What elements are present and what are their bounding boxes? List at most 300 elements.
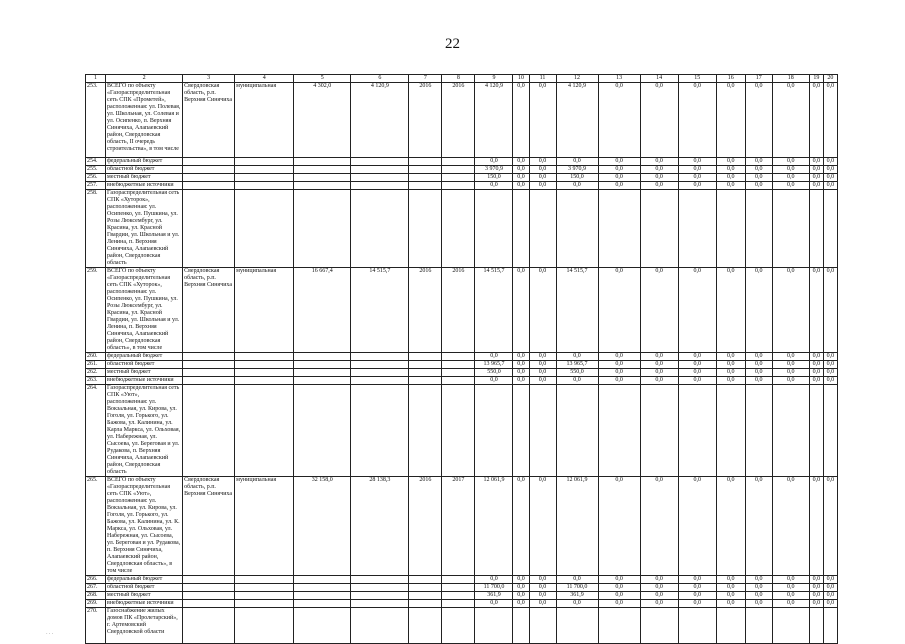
table-cell bbox=[442, 166, 475, 174]
table-cell: 0,0 bbox=[556, 182, 598, 190]
table-cell: муниципальная bbox=[235, 477, 294, 576]
header-cell: 8 bbox=[442, 75, 475, 83]
table-cell: 0,0 bbox=[640, 158, 678, 166]
table-cell bbox=[442, 592, 475, 600]
table-cell: 0,0 bbox=[772, 174, 809, 182]
header-cell: 11 bbox=[529, 75, 556, 83]
table-row bbox=[86, 190, 838, 268]
row-number-cell: 264. bbox=[86, 385, 106, 477]
table-cell: 0,0 bbox=[678, 158, 716, 166]
table-cell: 14 515,7 bbox=[556, 268, 598, 353]
table-cell: муниципальная bbox=[235, 268, 294, 353]
table-cell bbox=[442, 377, 475, 385]
table-cell bbox=[409, 584, 442, 592]
table-cell bbox=[442, 600, 475, 608]
table-cell: 0,0 bbox=[809, 361, 823, 369]
table-cell: 0,0 bbox=[772, 377, 809, 385]
table-cell: 0,0 bbox=[529, 361, 556, 369]
table-cell bbox=[235, 584, 294, 592]
table-cell bbox=[294, 190, 351, 268]
table-cell bbox=[409, 182, 442, 190]
header-cell: 18 bbox=[772, 75, 809, 83]
table-cell: 0,0 bbox=[640, 268, 678, 353]
table-cell bbox=[351, 361, 409, 369]
row-number-cell: 262. bbox=[86, 369, 106, 377]
header-row bbox=[86, 75, 838, 83]
table-cell: 0,0 bbox=[598, 576, 640, 584]
table-cell: 0,0 bbox=[823, 353, 837, 361]
table-cell bbox=[475, 385, 513, 477]
table-cell: 361,9 bbox=[556, 592, 598, 600]
table-cell bbox=[351, 182, 409, 190]
table-cell bbox=[409, 369, 442, 377]
table-cell: 0,0 bbox=[598, 600, 640, 608]
table-cell: 0,0 bbox=[823, 592, 837, 600]
table-cell: 0,0 bbox=[716, 353, 745, 361]
table-cell: Свердловская область, р.п. Верхняя Синячиха bbox=[183, 268, 235, 353]
table-cell: 0,0 bbox=[598, 592, 640, 600]
table-cell bbox=[442, 369, 475, 377]
row-number-cell: 269. bbox=[86, 600, 106, 608]
table-cell: 0,0 bbox=[556, 600, 598, 608]
table-cell: 0,0 bbox=[640, 477, 678, 576]
table-cell bbox=[294, 592, 351, 600]
table-cell: 0,0 bbox=[823, 166, 837, 174]
header-cell: 2 bbox=[106, 75, 183, 83]
table-cell: Свердловская область, р.п. Верхняя Синячиха bbox=[183, 477, 235, 576]
header-cell: 19 bbox=[809, 75, 823, 83]
table-cell: 0,0 bbox=[772, 477, 809, 576]
table-cell bbox=[235, 385, 294, 477]
table-cell: 0,0 bbox=[716, 377, 745, 385]
row-name-cell: местный бюджет bbox=[106, 369, 183, 377]
table-cell bbox=[442, 361, 475, 369]
table-cell bbox=[294, 377, 351, 385]
table-cell: 14 515,7 bbox=[351, 268, 409, 353]
table-cell: 0,0 bbox=[745, 158, 772, 166]
table-cell: 0,0 bbox=[772, 268, 809, 353]
table-cell: 0,0 bbox=[745, 361, 772, 369]
table-cell bbox=[183, 592, 235, 600]
table-cell: 0,0 bbox=[823, 369, 837, 377]
table-cell bbox=[745, 190, 772, 268]
table-cell: 0,0 bbox=[529, 83, 556, 158]
row-name-cell: ВСЕГО по объекту «Газораспределительная сеть СПК «Хуторок», расположенная: ул. Осипенко, ул. Пушкина, ул. Розы Люксембург, ул. Красина, ул. Красной Гвардии, ул. Школьная и ул. Ленина, п. Верхняя Синячиха, Алапаевский район, Свердловская область», в том числе bbox=[106, 268, 183, 353]
table-cell bbox=[809, 385, 823, 477]
table-row bbox=[86, 158, 838, 166]
table-cell: 0,0 bbox=[745, 166, 772, 174]
table-cell bbox=[529, 608, 556, 644]
table-cell: 0,0 bbox=[745, 377, 772, 385]
table-cell bbox=[351, 576, 409, 584]
table-cell: 0,0 bbox=[678, 369, 716, 377]
table-cell: 0,0 bbox=[745, 174, 772, 182]
table-cell bbox=[235, 190, 294, 268]
table-cell: 0,0 bbox=[640, 353, 678, 361]
table-cell: 0,0 bbox=[556, 576, 598, 584]
table-cell: 0,0 bbox=[640, 182, 678, 190]
table-cell: 0,0 bbox=[678, 477, 716, 576]
header-cell: 5 bbox=[294, 75, 351, 83]
table-cell bbox=[183, 576, 235, 584]
row-number-cell: 270. bbox=[86, 608, 106, 644]
table-cell: муниципальная bbox=[235, 83, 294, 158]
table-cell bbox=[183, 182, 235, 190]
table-cell: 0,0 bbox=[529, 268, 556, 353]
table-cell: 0,0 bbox=[513, 182, 529, 190]
table-cell bbox=[351, 190, 409, 268]
table-cell: 0,0 bbox=[823, 377, 837, 385]
table-cell: 0,0 bbox=[529, 369, 556, 377]
table-cell: 0,0 bbox=[716, 576, 745, 584]
table-cell: 0,0 bbox=[513, 369, 529, 377]
table-cell: 0,0 bbox=[716, 174, 745, 182]
table-cell bbox=[351, 174, 409, 182]
table-row bbox=[86, 268, 838, 353]
table-cell: 0,0 bbox=[475, 600, 513, 608]
table-cell: 0,0 bbox=[640, 83, 678, 158]
table-cell bbox=[442, 385, 475, 477]
table-cell bbox=[772, 190, 809, 268]
table-cell: 0,0 bbox=[598, 158, 640, 166]
table-cell: 28 138,3 bbox=[351, 477, 409, 576]
table-row bbox=[86, 385, 838, 477]
table-cell: 0,0 bbox=[513, 377, 529, 385]
table-cell: 0,0 bbox=[716, 166, 745, 174]
table-cell: 0,0 bbox=[716, 584, 745, 592]
table-cell bbox=[351, 592, 409, 600]
row-number-cell: 256. bbox=[86, 174, 106, 182]
table-cell bbox=[475, 190, 513, 268]
table-cell: 0,0 bbox=[809, 182, 823, 190]
row-name-cell: областной бюджет bbox=[106, 584, 183, 592]
table-cell: 0,0 bbox=[556, 377, 598, 385]
table-cell bbox=[351, 158, 409, 166]
table-cell bbox=[183, 158, 235, 166]
table-cell: 0,0 bbox=[772, 353, 809, 361]
table-cell: 0,0 bbox=[809, 584, 823, 592]
table-cell: 0,0 bbox=[809, 166, 823, 174]
row-name-cell: Газоснабжение жилых домов ПК «Пролетарский», г. Артемовский Свердловской области bbox=[106, 608, 183, 644]
table-cell: 0,0 bbox=[823, 182, 837, 190]
row-name-cell: внебюджетные источники bbox=[106, 600, 183, 608]
header-cell: 15 bbox=[678, 75, 716, 83]
row-name-cell: ВСЕГО по объекту «Газораспределительная сеть СПК «Уют», расположенная: ул. Вокзальная, ул. Кирова, ул. Гоголя, ул. Горького, ул. Бажова, ул. Калинина, ул. К. Маркса, ул. Ольховая, ул. Набережная, ул. Сысоева, ул. Береговая и ул. Рудакова, п. Верхняя Синячиха, Алапаевский район, Свердловская область», в том числе bbox=[106, 477, 183, 576]
table-cell: 2017 bbox=[442, 477, 475, 576]
table-cell bbox=[235, 166, 294, 174]
table-cell bbox=[294, 361, 351, 369]
table-cell: 0,0 bbox=[598, 353, 640, 361]
table-cell: 3 970,9 bbox=[556, 166, 598, 174]
table-cell: 0,0 bbox=[513, 83, 529, 158]
table-cell bbox=[409, 608, 442, 644]
table-cell bbox=[294, 385, 351, 477]
table-cell: 0,0 bbox=[640, 600, 678, 608]
table-cell: 0,0 bbox=[640, 174, 678, 182]
table-cell bbox=[640, 190, 678, 268]
table-cell: 0,0 bbox=[598, 268, 640, 353]
table-cell: 0,0 bbox=[513, 353, 529, 361]
table-cell: 0,0 bbox=[809, 158, 823, 166]
table-cell: 0,0 bbox=[772, 361, 809, 369]
row-name-cell: федеральный бюджет bbox=[106, 576, 183, 584]
table-row bbox=[86, 182, 838, 190]
table-cell: 0,0 bbox=[678, 600, 716, 608]
table-cell bbox=[183, 385, 235, 477]
header-cell: 10 bbox=[513, 75, 529, 83]
row-number-cell: 259. bbox=[86, 268, 106, 353]
table-cell: 0,0 bbox=[823, 83, 837, 158]
table-cell: 0,0 bbox=[809, 592, 823, 600]
table-cell: 0,0 bbox=[809, 353, 823, 361]
row-name-cell: местный бюджет bbox=[106, 174, 183, 182]
table-cell bbox=[823, 608, 837, 644]
table-cell bbox=[529, 190, 556, 268]
table-cell: 0,0 bbox=[716, 83, 745, 158]
table-cell: 0,0 bbox=[598, 377, 640, 385]
table-cell: 0,0 bbox=[475, 353, 513, 361]
table-cell bbox=[409, 158, 442, 166]
table-cell: 0,0 bbox=[809, 268, 823, 353]
table-cell bbox=[442, 158, 475, 166]
row-name-cell: областной бюджет bbox=[106, 166, 183, 174]
table-cell bbox=[745, 385, 772, 477]
table-cell: 0,0 bbox=[513, 592, 529, 600]
table-cell bbox=[640, 385, 678, 477]
table-cell: 13 965,7 bbox=[475, 361, 513, 369]
table-cell bbox=[294, 600, 351, 608]
row-number-cell: 263. bbox=[86, 377, 106, 385]
table-row bbox=[86, 608, 838, 644]
table-cell bbox=[475, 608, 513, 644]
table-cell: 0,0 bbox=[640, 592, 678, 600]
table-cell: 0,0 bbox=[678, 592, 716, 600]
table-cell bbox=[351, 377, 409, 385]
table-cell: 0,0 bbox=[716, 158, 745, 166]
table-cell bbox=[678, 190, 716, 268]
table-cell: 0,0 bbox=[745, 592, 772, 600]
table-cell bbox=[409, 190, 442, 268]
table-cell bbox=[351, 608, 409, 644]
table-cell bbox=[442, 584, 475, 592]
table-cell bbox=[598, 608, 640, 644]
table-cell bbox=[409, 377, 442, 385]
table-cell: 0,0 bbox=[809, 576, 823, 584]
table-cell: 16 667,4 bbox=[294, 268, 351, 353]
table-cell: 0,0 bbox=[640, 584, 678, 592]
table-cell: 0,0 bbox=[716, 182, 745, 190]
table-cell bbox=[442, 576, 475, 584]
table-cell bbox=[640, 608, 678, 644]
table-cell bbox=[294, 369, 351, 377]
table-cell: 0,0 bbox=[809, 83, 823, 158]
table-row bbox=[86, 600, 838, 608]
table-cell: 0,0 bbox=[640, 576, 678, 584]
table-cell bbox=[235, 361, 294, 369]
table-cell bbox=[823, 190, 837, 268]
row-number-cell: 266. bbox=[86, 576, 106, 584]
table-cell: 0,0 bbox=[513, 477, 529, 576]
table-row bbox=[86, 174, 838, 182]
table-cell: 0,0 bbox=[823, 477, 837, 576]
table-cell bbox=[678, 608, 716, 644]
table-cell bbox=[294, 158, 351, 166]
table-cell: 361,9 bbox=[475, 592, 513, 600]
table-cell: 0,0 bbox=[529, 158, 556, 166]
row-name-cell: федеральный бюджет bbox=[106, 353, 183, 361]
table-cell: 0,0 bbox=[475, 158, 513, 166]
table-cell: 0,0 bbox=[529, 584, 556, 592]
table-cell bbox=[351, 353, 409, 361]
table-cell: 0,0 bbox=[772, 600, 809, 608]
table-cell bbox=[351, 369, 409, 377]
table-cell: 0,0 bbox=[598, 166, 640, 174]
table-cell bbox=[294, 166, 351, 174]
table-cell: 0,0 bbox=[809, 369, 823, 377]
header-cell: 14 bbox=[640, 75, 678, 83]
row-number-cell: 254. bbox=[86, 158, 106, 166]
table-cell: 0,0 bbox=[513, 576, 529, 584]
table-cell bbox=[409, 576, 442, 584]
row-number-cell: 255. bbox=[86, 166, 106, 174]
table-cell: 0,0 bbox=[745, 268, 772, 353]
table-row bbox=[86, 353, 838, 361]
table-cell: 4 120,9 bbox=[556, 83, 598, 158]
table-cell bbox=[351, 166, 409, 174]
table-cell bbox=[183, 584, 235, 592]
table-cell: 12 061,9 bbox=[556, 477, 598, 576]
table-cell bbox=[351, 600, 409, 608]
table-row bbox=[86, 584, 838, 592]
table-cell bbox=[409, 592, 442, 600]
table-cell: 0,0 bbox=[823, 268, 837, 353]
header-cell: 12 bbox=[556, 75, 598, 83]
row-number-cell: 268. bbox=[86, 592, 106, 600]
table-cell bbox=[409, 166, 442, 174]
row-number-cell: 265. bbox=[86, 477, 106, 576]
table-cell bbox=[183, 600, 235, 608]
table-cell: 11 700,0 bbox=[556, 584, 598, 592]
table-cell: 0,0 bbox=[598, 361, 640, 369]
investment-table bbox=[85, 74, 838, 644]
table-cell: 0,0 bbox=[529, 576, 556, 584]
table-cell bbox=[716, 608, 745, 644]
table-cell: 0,0 bbox=[772, 592, 809, 600]
table-cell: 0,0 bbox=[678, 377, 716, 385]
table-cell: 0,0 bbox=[678, 166, 716, 174]
table-cell: 0,0 bbox=[716, 369, 745, 377]
table-cell bbox=[294, 353, 351, 361]
table-cell: 0,0 bbox=[678, 174, 716, 182]
row-number-cell: 258. bbox=[86, 190, 106, 268]
table-cell: 0,0 bbox=[513, 166, 529, 174]
table-row bbox=[86, 83, 838, 158]
table-cell bbox=[235, 353, 294, 361]
table-row bbox=[86, 377, 838, 385]
table-cell: 0,0 bbox=[598, 174, 640, 182]
table-cell: 0,0 bbox=[772, 576, 809, 584]
table-cell: 11 700,0 bbox=[475, 584, 513, 592]
table-row bbox=[86, 361, 838, 369]
table-cell: 0,0 bbox=[475, 576, 513, 584]
table-cell bbox=[556, 608, 598, 644]
table-cell: 2016 bbox=[409, 268, 442, 353]
table-cell bbox=[183, 361, 235, 369]
table-cell bbox=[183, 174, 235, 182]
table-cell: 0,0 bbox=[556, 353, 598, 361]
table-cell: 0,0 bbox=[678, 576, 716, 584]
table-row bbox=[86, 477, 838, 576]
table-cell: 3 970,9 bbox=[475, 166, 513, 174]
table-cell: 0,0 bbox=[529, 166, 556, 174]
table-cell: 0,0 bbox=[809, 174, 823, 182]
table-cell bbox=[513, 385, 529, 477]
header-cell: 3 bbox=[183, 75, 235, 83]
table-cell bbox=[235, 182, 294, 190]
table-cell: 0,0 bbox=[678, 353, 716, 361]
table-row bbox=[86, 369, 838, 377]
table-cell bbox=[294, 584, 351, 592]
table-cell: 0,0 bbox=[529, 377, 556, 385]
table-cell bbox=[409, 353, 442, 361]
row-name-cell: Газораспределительная сеть СПК «Уют», расположенная: ул. Вокзальная, ул. Кирова, ул. Гоголя, ул. Горького, ул. Бажова, ул. Калинина, ул. Карла Маркса, ул. Ольховая, ул. Набережная, ул. Сысоева, ул. Береговая и ул. Рудакова, п. Верхняя Синячиха, Алапаевский район, Свердловская область bbox=[106, 385, 183, 477]
table-cell: 0,0 bbox=[772, 166, 809, 174]
table-cell bbox=[809, 190, 823, 268]
table-cell: 4 120,9 bbox=[475, 83, 513, 158]
table-cell: 150,0 bbox=[475, 174, 513, 182]
table-cell: 0,0 bbox=[529, 592, 556, 600]
table-row bbox=[86, 166, 838, 174]
table-cell: 2016 bbox=[442, 268, 475, 353]
table-cell bbox=[235, 158, 294, 166]
table-cell: 0,0 bbox=[513, 600, 529, 608]
table-cell: 0,0 bbox=[745, 369, 772, 377]
table-cell: 0,0 bbox=[598, 369, 640, 377]
row-number-cell: 261. bbox=[86, 361, 106, 369]
header-cell: 7 bbox=[409, 75, 442, 83]
row-number-cell: 260. bbox=[86, 353, 106, 361]
table-cell: 2016 bbox=[409, 477, 442, 576]
header-cell: 17 bbox=[745, 75, 772, 83]
row-name-cell: внебюджетные источники bbox=[106, 182, 183, 190]
table-cell: 0,0 bbox=[745, 353, 772, 361]
header-cell: 9 bbox=[475, 75, 513, 83]
table-cell bbox=[442, 353, 475, 361]
table-cell: 0,0 bbox=[716, 268, 745, 353]
table-cell: 0,0 bbox=[640, 377, 678, 385]
table-cell: 0,0 bbox=[678, 182, 716, 190]
table-cell: 0,0 bbox=[823, 158, 837, 166]
scan-mark: · · · bbox=[46, 632, 54, 637]
table-row bbox=[86, 576, 838, 584]
table-cell: 0,0 bbox=[513, 174, 529, 182]
table-cell bbox=[678, 385, 716, 477]
page-number: 22 bbox=[445, 36, 460, 52]
table-cell bbox=[513, 608, 529, 644]
row-name-cell: ВСЕГО по объекту «Газораспределительная сеть СПК «Прометей», расположенная: ул. Полевая, ул. Школьная, ул. Солевая и ул. Осипенко, п. Верхняя Синячиха, Алапаевский район, Свердловская область, II очередь строительства», в том числе bbox=[106, 83, 183, 158]
table-cell: 4 302,0 bbox=[294, 83, 351, 158]
table-cell bbox=[235, 592, 294, 600]
table-cell: 2016 bbox=[409, 83, 442, 158]
row-name-cell: Газораспределительная сеть СПК «Хуторок», расположенная: ул. Осипенко, ул. Пушкина, ул. Розы Люксембург, ул. Красина, ул. Красной Гвардии, ул. Школьная и ул. Ленина, п. Верхняя Синячиха, Алапаевский район, Свердловская область bbox=[106, 190, 183, 268]
table-cell: 0,0 bbox=[716, 477, 745, 576]
table-cell: 0,0 bbox=[745, 600, 772, 608]
table-cell: 0,0 bbox=[809, 477, 823, 576]
table-cell bbox=[556, 190, 598, 268]
table-cell bbox=[556, 385, 598, 477]
table-cell: 0,0 bbox=[772, 182, 809, 190]
table-cell bbox=[351, 385, 409, 477]
